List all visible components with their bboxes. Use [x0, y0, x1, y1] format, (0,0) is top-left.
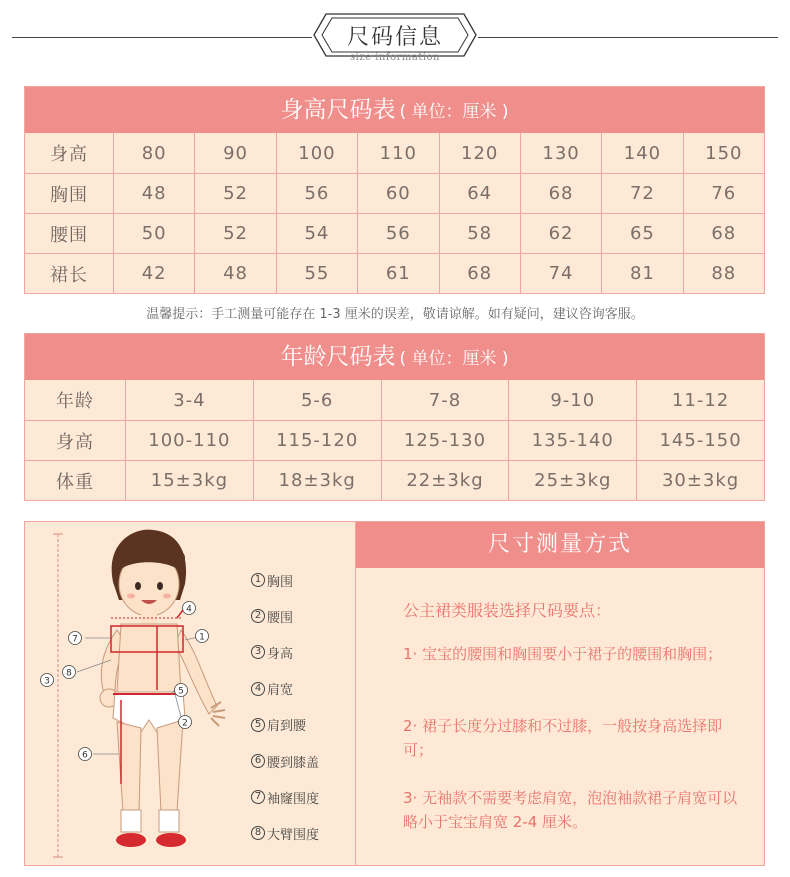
height-table-cell: 55: [276, 254, 357, 293]
marker-5: [175, 684, 188, 697]
height-table-cell: 68: [520, 174, 601, 213]
age-table-cell: 30±3kg: [636, 461, 764, 500]
height-table-cell: 52: [194, 214, 275, 253]
legend-number: 4: [251, 682, 265, 696]
age-table-cell: 15±3kg: [125, 461, 253, 500]
age-table-cell: 25±3kg: [508, 461, 636, 500]
legend-label: 腰围: [267, 610, 294, 626]
age-table-row-label: 身高: [56, 431, 94, 453]
measurement-point-1: 1· 宝宝的腰围和胸围要小于裙子的腰围和胸围；: [403, 645, 723, 663]
height-table-cell: 42: [113, 254, 194, 293]
height-table-cell: 65: [601, 214, 682, 253]
height-table-row-label: 裙长: [50, 264, 88, 286]
measurement-tip: 温馨提示：手工测量可能存在 1-3 厘米的误差，敬请谅解。如有疑问，建议咨询客服。: [146, 307, 644, 322]
legend-number: 2: [251, 609, 265, 623]
height-table-cell: 68: [439, 254, 520, 293]
height-table-cell: 130: [520, 133, 601, 173]
height-table-cell: 56: [276, 174, 357, 213]
height-table-cell: 80: [113, 133, 194, 173]
legend-item: [251, 743, 319, 779]
height-table-cell: 120: [439, 133, 520, 173]
height-table-row-label: 身高: [50, 144, 88, 165]
age-size-table: [24, 333, 765, 501]
age-table-row: [25, 420, 764, 460]
age-table-row-label: 体重: [56, 471, 94, 493]
age-table-cell: 115-120: [253, 421, 381, 460]
age-table-title-bar: [25, 334, 764, 380]
legend-number: 1: [251, 573, 265, 587]
height-table-unit: ( 单位：厘米 ): [399, 102, 509, 122]
marker-number: 6: [82, 750, 88, 761]
height-table-cell: 110: [357, 133, 438, 173]
height-size-table: [24, 86, 765, 294]
age-table-cell: 7-8: [381, 380, 509, 420]
measurement-figure: [25, 522, 356, 865]
section-header: [0, 0, 790, 70]
legend-item: [251, 671, 319, 707]
height-table-cell: 72: [601, 174, 682, 213]
legend-item: [251, 562, 319, 598]
height-table-cell: 68: [683, 214, 764, 253]
age-table-row: [25, 460, 764, 500]
age-table-cell: 9-10: [508, 380, 636, 420]
measurement-guide: [356, 522, 764, 865]
height-table-cell: 48: [113, 174, 194, 213]
height-table-row: [25, 213, 764, 253]
legend-label: 袖窿围度: [267, 791, 320, 807]
legend-item: [251, 634, 319, 670]
legend-item: [251, 598, 319, 634]
height-table-cell: 90: [194, 133, 275, 173]
legend-label: 肩到腰: [267, 719, 307, 735]
height-table-cell: 54: [276, 214, 357, 253]
height-table-cell: 74: [520, 254, 601, 293]
height-table-cell: 60: [357, 174, 438, 213]
height-table-title: 身高尺码表: [280, 97, 396, 123]
marker-number: 2: [182, 718, 188, 729]
age-table-cell: 125-130: [381, 421, 509, 460]
measurement-guide-title: 尺寸测量方式: [356, 522, 764, 568]
height-table-cell: 88: [683, 254, 764, 293]
age-table-cell: 145-150: [636, 421, 764, 460]
height-table-row-label: 腰围: [50, 224, 88, 246]
height-table-row: [25, 253, 764, 293]
header-divider-left: [12, 37, 312, 38]
header-divider-right: [478, 37, 778, 38]
age-table-cell: 5-6: [253, 380, 381, 420]
marker-3: [41, 674, 54, 687]
height-table-cell: 50: [113, 214, 194, 253]
height-table-row-label: 胸围: [50, 184, 88, 206]
height-table-cell: 48: [194, 254, 275, 293]
height-table-cell: 81: [601, 254, 682, 293]
page-title: 尺码信息: [346, 25, 443, 50]
legend-number: 8: [251, 826, 265, 840]
age-table-cell: 3-4: [125, 380, 253, 420]
height-table-cell: 61: [357, 254, 438, 293]
age-table-row-label: 年龄: [56, 391, 94, 412]
age-table-cell: 100-110: [125, 421, 253, 460]
height-table-cell: 76: [683, 174, 764, 213]
height-table-cell: 140: [601, 133, 682, 173]
legend-label: 身高: [267, 646, 294, 662]
height-table-row: [25, 173, 764, 213]
age-table-cell: 22±3kg: [381, 461, 509, 500]
marker-number: 7: [72, 634, 78, 645]
measurement-legend: [251, 562, 319, 852]
marker-4: [183, 602, 196, 615]
measurement-point-3: 3· 无袖款不需要考虑肩宽，泡泡袖款裙子肩宽可以略小于宝宝肩宽 2-4 厘米。: [403, 789, 738, 831]
height-table-cell: 58: [439, 214, 520, 253]
legend-number: 7: [251, 790, 265, 804]
age-table-title: 年龄尺码表: [280, 344, 396, 370]
height-table-cell: 64: [439, 174, 520, 213]
legend-label: 肩宽: [267, 683, 294, 699]
height-table-cell: 100: [276, 133, 357, 173]
legend-label: 腰到膝盖: [267, 755, 320, 771]
legend-item: [251, 779, 319, 815]
legend-number: 5: [251, 718, 265, 732]
legend-number: 6: [251, 754, 265, 768]
marker-1: [196, 630, 209, 643]
age-table-row: [25, 380, 764, 420]
marker-number: 5: [178, 686, 184, 697]
page-subtitle: size information: [350, 52, 440, 63]
height-table-row: [25, 133, 764, 173]
legend-number: 3: [251, 645, 265, 659]
age-table-cell: 18±3kg: [253, 461, 381, 500]
legend-label: 大臂围度: [267, 827, 320, 843]
measurement-section: [24, 521, 765, 866]
height-table-cell: 52: [194, 174, 275, 213]
legend-item: [251, 707, 319, 743]
height-table-cell: 150: [683, 133, 764, 173]
marker-7: [69, 632, 82, 645]
age-table-unit: ( 单位：厘米 ): [399, 349, 509, 369]
legend-label: 胸围: [267, 574, 294, 590]
marker-2: [179, 716, 192, 729]
age-table-cell: 11-12: [636, 380, 764, 420]
measurement-point-2: 2· 裙子长度分过膝和不过膝，一般按身高选择即可；: [403, 717, 723, 759]
marker-number: 4: [186, 604, 192, 615]
height-table-cell: 56: [357, 214, 438, 253]
age-table-cell: 135-140: [508, 421, 636, 460]
marker-number: 1: [199, 632, 205, 643]
marker-number: 8: [66, 668, 72, 679]
legend-item: [251, 815, 319, 851]
height-table-cell: 62: [520, 214, 601, 253]
marker-8: [63, 666, 76, 679]
measurement-guide-heading: 公主裙类服装选择尺码要点：: [403, 601, 612, 620]
height-table-title-bar: [25, 87, 764, 133]
marker-number: 3: [44, 676, 50, 687]
marker-6: [79, 748, 92, 761]
